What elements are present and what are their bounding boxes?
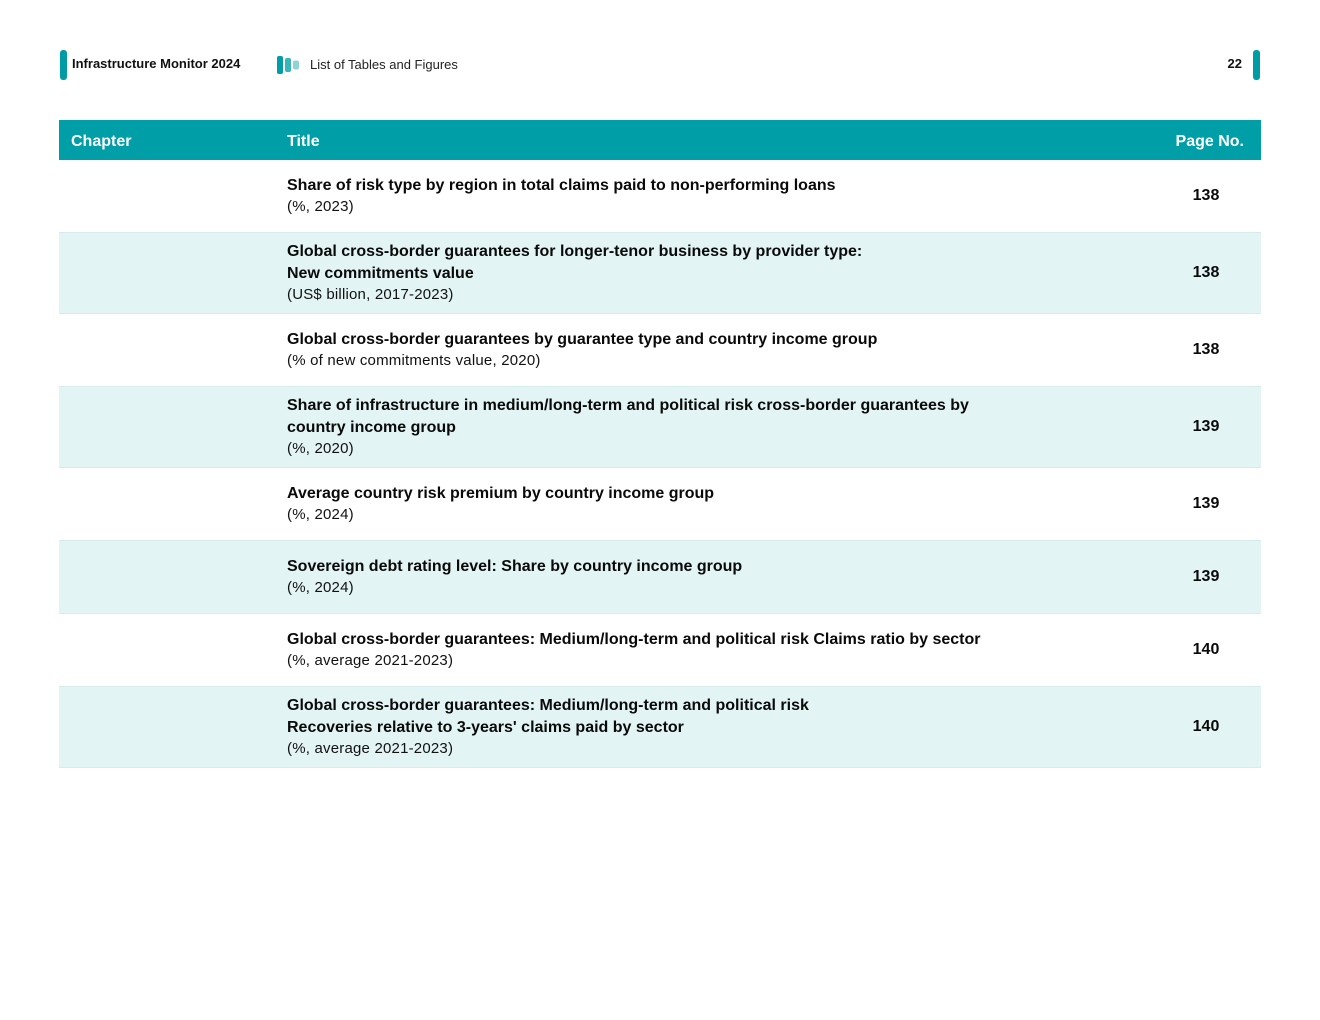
- title-cell: [287, 395, 1151, 459]
- table-row[interactable]: [59, 687, 1261, 768]
- publication-title: Infrastructure Monitor 2024: [72, 56, 241, 71]
- title-cell: [287, 695, 1151, 759]
- figure-subtitle: (%, average 2021-2023): [287, 652, 454, 670]
- page-ref: 140: [1192, 718, 1220, 735]
- page-header: [60, 50, 1260, 80]
- column-header-page: Page No.: [1175, 133, 1244, 150]
- page-ref: 139: [1192, 568, 1220, 585]
- figure-title-line2: Recoveries relative to 3-years' claims paid by sector: [287, 718, 684, 736]
- title-cell: [287, 241, 1151, 305]
- table-row[interactable]: [59, 233, 1261, 314]
- table-row[interactable]: [59, 468, 1261, 541]
- figure-title: Share of infrastructure in medium/long-term and political risk cross-border guarantees by: [287, 397, 969, 414]
- column-header-chapter: Chapter: [71, 133, 132, 150]
- header-accent-bar-right: [1253, 50, 1260, 80]
- figure-subtitle: (%, 2023): [287, 198, 354, 216]
- figures-table: [59, 120, 1261, 768]
- figure-subtitle: (%, 2024): [287, 579, 354, 597]
- figure-title-line2: New commitments value: [287, 264, 474, 282]
- page-number: 22: [1227, 56, 1242, 71]
- figure-title: Global cross-border guarantees: Medium/long-term and political risk: [287, 697, 809, 714]
- figure-title: Global cross-border guarantees for longer-tenor business by provider type:: [287, 243, 863, 260]
- figure-title: Sovereign debt rating level: Share by country income group: [287, 557, 743, 575]
- table-row[interactable]: [59, 387, 1261, 468]
- figure-subtitle: (%, 2020): [287, 440, 354, 457]
- table-header: [59, 120, 1261, 160]
- table-row[interactable]: [59, 314, 1261, 387]
- title-cell: [287, 556, 1151, 599]
- section-marker-icon: [276, 56, 304, 74]
- section-name: List of Tables and Figures: [310, 57, 458, 72]
- page-ref: 139: [1192, 495, 1220, 512]
- figure-subtitle: (% of new commitments value, 2020): [287, 352, 541, 370]
- page-ref: 140: [1192, 641, 1220, 658]
- figure-title: Average country risk premium by country income group: [287, 484, 715, 502]
- page-ref: 139: [1192, 418, 1220, 435]
- title-cell: [287, 175, 1151, 218]
- figure-title: Global cross-border guarantees: Medium/long-term and political risk Claims ratio by sector: [287, 630, 981, 648]
- title-cell: [287, 629, 1151, 672]
- figure-subtitle: (%, 2024): [287, 506, 354, 524]
- figure-title: Global cross-border guarantees by guarantee type and country income group: [287, 330, 878, 348]
- page-ref: 138: [1192, 187, 1220, 204]
- page-ref: 138: [1192, 264, 1220, 281]
- figure-subtitle: (US$ billion, 2017-2023): [287, 286, 454, 303]
- table-row[interactable]: [59, 614, 1261, 687]
- header-accent-bar-left: [60, 50, 67, 80]
- figure-subtitle: (%, average 2021-2023): [287, 740, 454, 757]
- page-ref: 138: [1192, 341, 1220, 358]
- column-header-title: Title: [287, 133, 320, 150]
- table-row[interactable]: [59, 160, 1261, 233]
- table-row[interactable]: [59, 541, 1261, 614]
- title-cell: [287, 483, 1151, 526]
- figure-title: Share of risk type by region in total claims paid to non-performing loans: [287, 176, 836, 194]
- title-cell: [287, 329, 1151, 372]
- figure-title-line2: country income group: [287, 418, 456, 436]
